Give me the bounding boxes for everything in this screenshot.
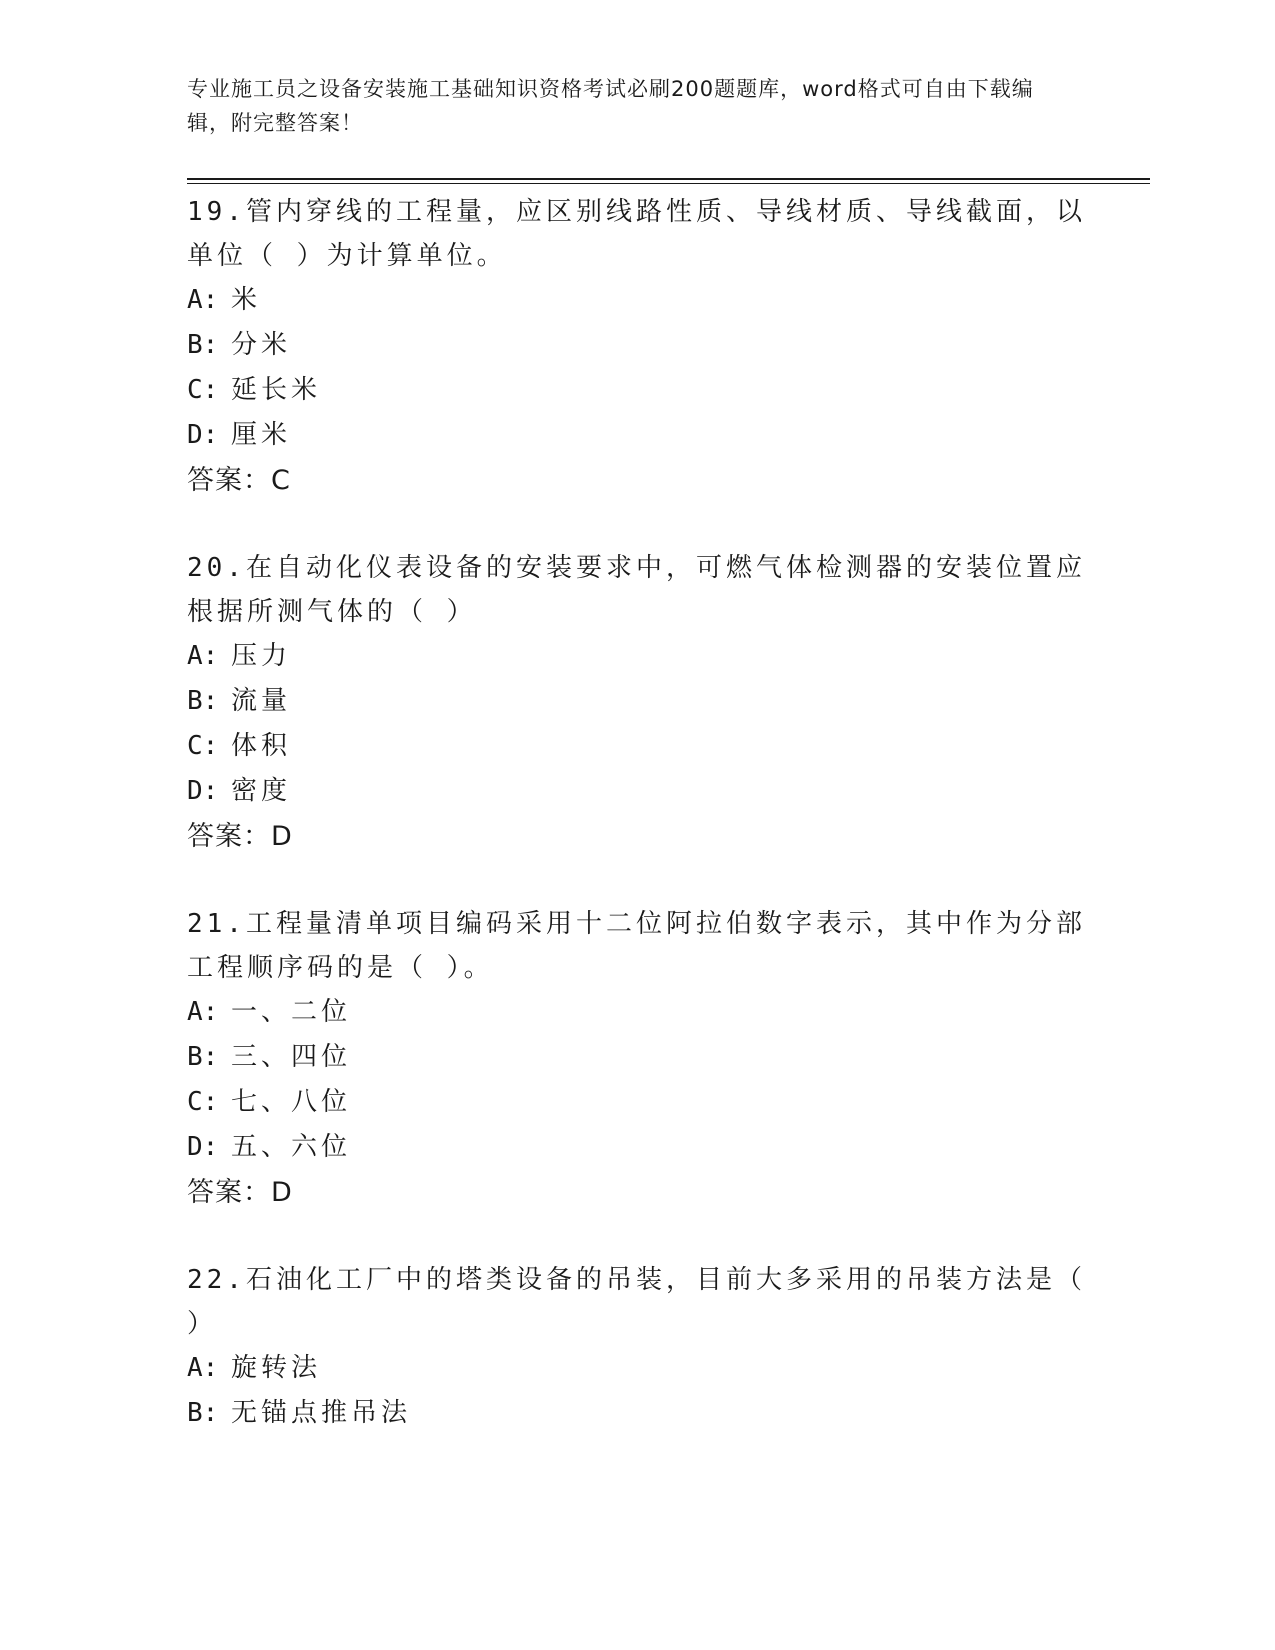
option-a (187, 1346, 1087, 1391)
option-key: B: (187, 686, 219, 716)
option-b (187, 679, 1087, 724)
option-key: C: (187, 1087, 219, 1117)
option-c (187, 368, 1087, 413)
answer-line: 答案：D (187, 821, 293, 852)
option-b (187, 323, 1087, 368)
answer-line: 答案：C (187, 465, 291, 496)
answer-line: 答案：D (187, 1177, 293, 1208)
option-key: D: (187, 1132, 219, 1162)
question-item (187, 188, 1087, 504)
option-a (187, 990, 1087, 1035)
option-key: A: (187, 641, 219, 671)
option-key: B: (187, 330, 219, 360)
option-text: 无锚点推吊法 (231, 1398, 412, 1428)
option-text: 厘米 (231, 420, 292, 450)
question-item (187, 1256, 1087, 1436)
question-stem: 21.工程量清单项目编码采用十二位阿拉伯数字表示，其中作为分部工程顺序码的是（ ）。 (187, 909, 1086, 983)
option-key: A: (187, 285, 219, 315)
option-text: 七、八位 (231, 1087, 352, 1117)
option-d (187, 769, 1087, 814)
option-b (187, 1035, 1087, 1080)
option-text: 体积 (231, 731, 292, 761)
header-divider-thick (187, 178, 1150, 180)
question-item (187, 544, 1087, 860)
option-text: 旋转法 (231, 1353, 322, 1383)
option-text: 流量 (231, 686, 292, 716)
option-key: B: (187, 1398, 219, 1428)
option-text: 三、四位 (231, 1042, 352, 1072)
question-list (187, 188, 1087, 1476)
option-key: D: (187, 420, 219, 450)
option-key: D: (187, 776, 219, 806)
option-key: B: (187, 1042, 219, 1072)
option-text: 五、六位 (231, 1132, 352, 1162)
option-key: A: (187, 997, 219, 1027)
option-text: 压力 (231, 641, 292, 671)
option-c (187, 1080, 1087, 1125)
option-text: 一、二位 (231, 997, 352, 1027)
option-a (187, 634, 1087, 679)
option-key: C: (187, 375, 219, 405)
option-d (187, 413, 1087, 458)
header-divider-thin (187, 183, 1150, 184)
option-key: A: (187, 1353, 219, 1383)
option-key: C: (187, 731, 219, 761)
option-text: 分米 (231, 330, 292, 360)
option-b (187, 1391, 1087, 1436)
option-c (187, 724, 1087, 769)
question-stem: 22.石油化工厂中的塔类设备的吊装，目前大多采用的吊装方法是（ ） (187, 1265, 1086, 1339)
question-item (187, 900, 1087, 1216)
option-text: 密度 (231, 776, 292, 806)
option-a (187, 278, 1087, 323)
option-d (187, 1125, 1087, 1170)
question-stem: 20.在自动化仪表设备的安装要求中，可燃气体检测器的安装位置应根据所测气体的（ ） (187, 553, 1086, 627)
document-header: 专业施工员之设备安装施工基础知识资格考试必刷200题题库，word格式可自由下载编辑，附完整答案！ (187, 77, 1034, 135)
option-text: 延长米 (231, 375, 322, 405)
question-stem: 19.管内穿线的工程量，应区别线路性质、导线材质、导线截面，以单位（ ）为计算单位。 (187, 197, 1086, 271)
option-text: 米 (231, 285, 262, 315)
